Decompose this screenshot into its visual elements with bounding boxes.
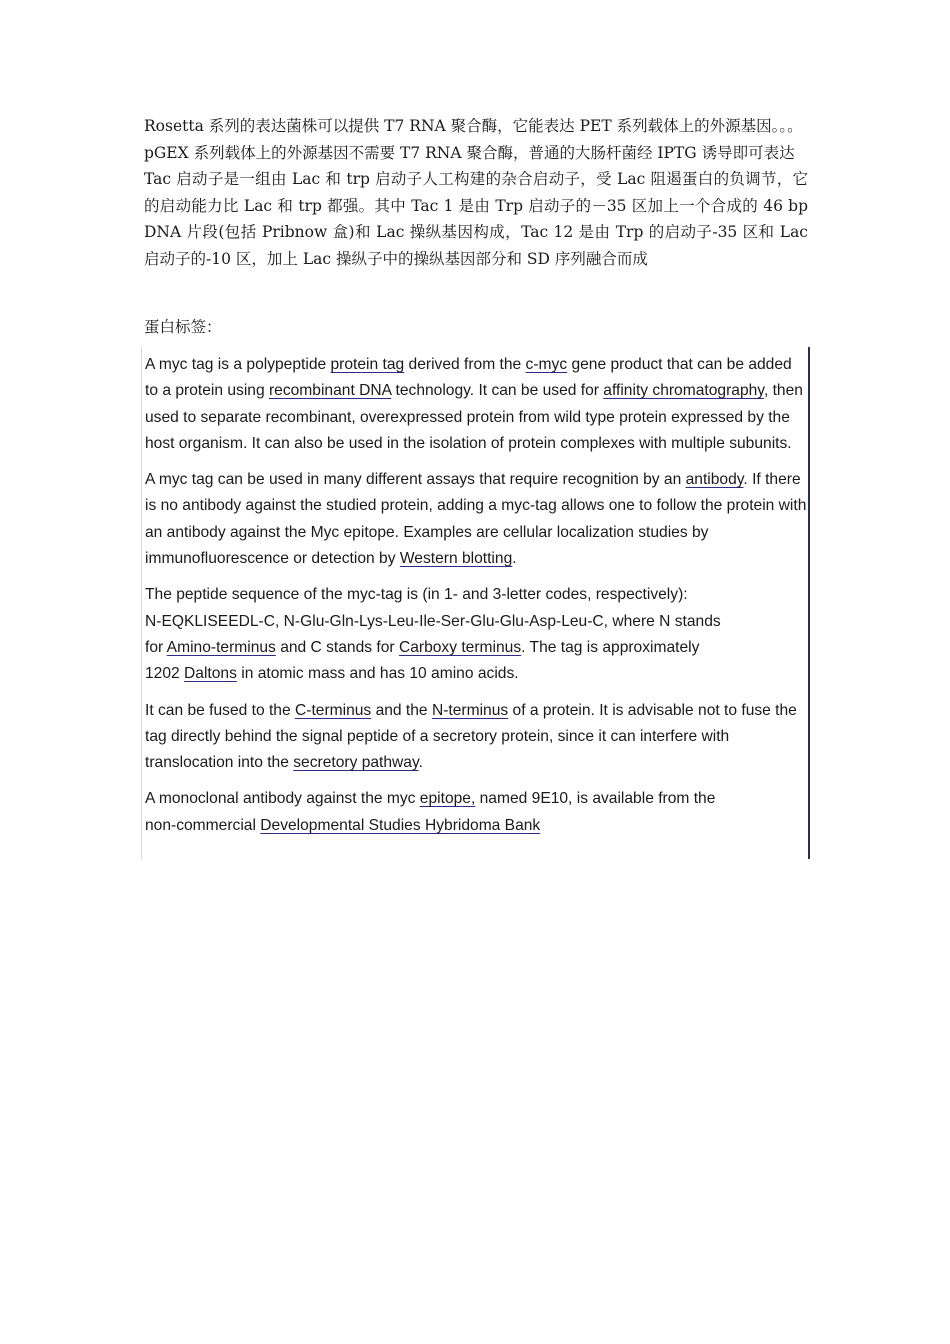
text-run: for: [145, 638, 167, 656]
text-run: 1202: [145, 665, 185, 683]
intro-notes: [144, 113, 808, 272]
link-recombinant-dna[interactable]: recombinant DNA: [268, 382, 392, 400]
text-run: It can be fused to the: [145, 701, 295, 719]
text-run: and C stands for: [275, 638, 399, 656]
text-run: gene product that can be added to a protein using: [145, 356, 792, 400]
link-carboxy-terminus[interactable]: Carboxy terminus: [398, 638, 522, 656]
text-run: A myc tag can be used in many different assays that require recognition by an: [145, 471, 686, 489]
link-secretory-pathway[interactable]: secretory pathway: [293, 754, 419, 772]
text-run: A myc tag is a polypeptide: [145, 356, 331, 373]
article-paragraph-2: [145, 467, 808, 572]
text-run: in atomic mass and has 10 amino acids.: [236, 665, 519, 683]
text-run: . If there is no antibody against the studied protein, adding a myc-tag allows one to follow the protein with an antibody against the Myc epitope. Examples are cellular localization studies by immunofluorescence or detection by: [145, 471, 807, 568]
article-paragraph-5: [145, 786, 808, 839]
text-run: , then used to separate recombinant, overexpressed protein from wild type protein expressed by the host organism. It can also be used in the isolation of protein complexes with multiple subunits.: [145, 382, 803, 452]
myc-tag-article: [141, 347, 810, 859]
section-label-protein-tags: 蛋白标签：: [144, 318, 222, 336]
article-paragraph-1: [145, 352, 808, 457]
text-run: . The tag is approximately: [521, 638, 700, 656]
text-run: technology. It can be used for: [391, 382, 604, 400]
intro-line-pgex: pGEX 系列载体上的外源基因不需要 T7 RNA 聚合酶，普通的大肠杆菌经 IPTG 诱导即可表达: [144, 143, 795, 162]
text-run: .: [512, 550, 517, 568]
link-western-blotting[interactable]: Western blotting: [399, 550, 513, 568]
link-epitope[interactable]: epitope,: [419, 790, 476, 808]
text-run: and the: [371, 701, 432, 719]
article-paragraph-4: [145, 698, 808, 777]
link-daltons[interactable]: Daltons: [184, 665, 237, 683]
text-run: named 9E10, is available from the: [475, 790, 716, 808]
text-run: The peptide sequence of the myc-tag is (in 1- and 3-letter codes, respectively):: [145, 586, 688, 604]
text-run: derived from the: [404, 356, 526, 373]
text-run: of a protein. It is advisable not to fuse the tag directly behind the signal peptide of a secretory protein, since it can interfere with translocation into the: [145, 701, 797, 772]
link-amino-terminus[interactable]: Amino-terminus: [166, 638, 276, 656]
intro-line-tac-promoter: Tac 启动子是一组由 Lac 和 trp 启动子人工构建的杂合启动子，受 Lac 阻遏蛋白的负调节，它的启动能力比 Lac 和 trp 都强。其中 Tac 1 是由 Trp 启动子的－35 区加上一个合成的 46 bp DNA 片段(包括 Pribnow 盒)和 Lac 操纵基因构成，Tac 12 是由 Trp 的启动子-35 区和 Lac 启动子的-10 区，加上 Lac 操纵子中的操纵基因部分和 SD 序列融合而成: [144, 170, 808, 268]
article-paragraph-3: [145, 582, 808, 687]
link-protein-tag[interactable]: protein tag: [330, 356, 405, 373]
intro-line-rosetta: Rosetta 系列的表达菌株可以提供 T7 RNA 聚合酶，它能表达 PET 系列载体上的外源基因。。。: [144, 117, 803, 135]
text-run: A monoclonal antibody against the myc: [145, 790, 420, 808]
text-run: N-EQKLISEEDL-C, N-Glu-Gln-Lys-Leu-Ile-Ser-Glu-Glu-Asp-Leu-C, where N stands: [145, 612, 721, 630]
text-run: .: [418, 754, 423, 772]
link-developmental-studies-hybridoma-bank[interactable]: Developmental Studies Hybridoma Bank: [260, 816, 541, 834]
link-c-terminus[interactable]: C-terminus: [294, 701, 372, 719]
link-n-terminus[interactable]: N-terminus: [431, 701, 509, 719]
link-antibody[interactable]: antibody: [685, 471, 744, 489]
link-c-myc[interactable]: c-myc: [525, 356, 568, 373]
link-affinity-chromatography[interactable]: affinity chromatography: [603, 382, 764, 400]
text-run: non-commercial: [145, 816, 261, 834]
